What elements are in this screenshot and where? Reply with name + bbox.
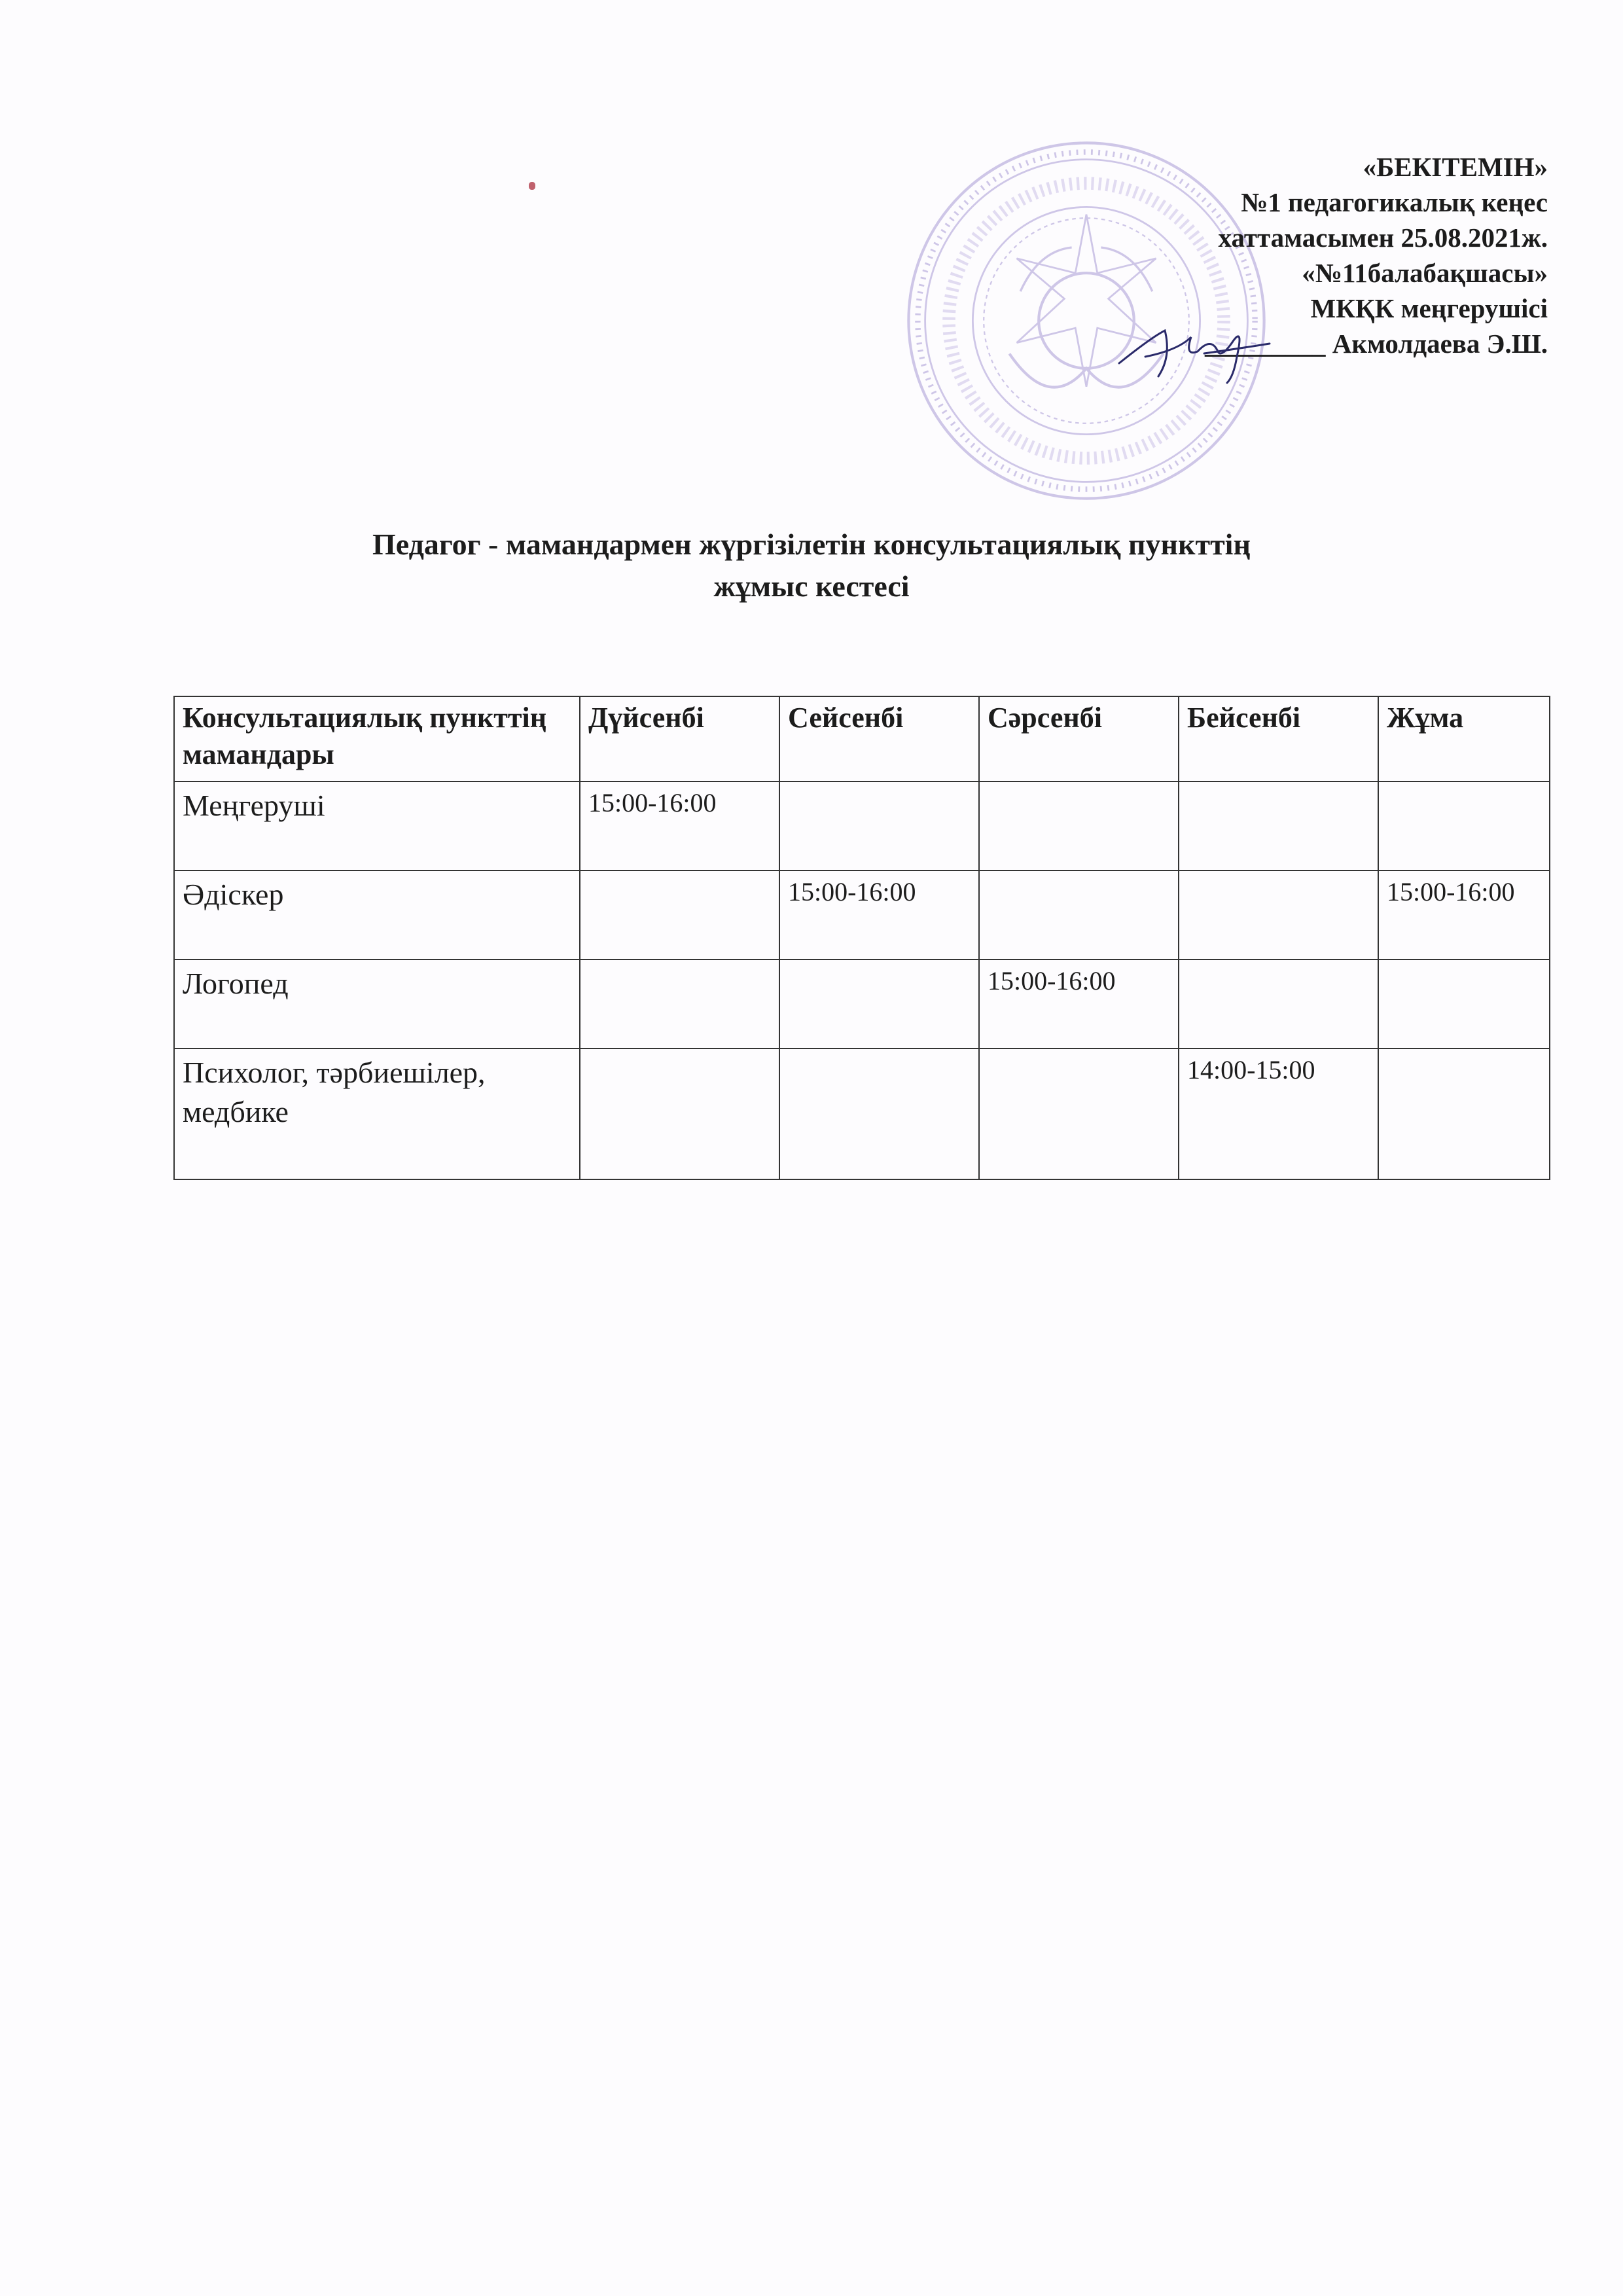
cell-tuesday	[779, 960, 979, 1049]
cell-friday	[1378, 960, 1550, 1049]
handwritten-signature	[1106, 311, 1276, 389]
header-wednesday: Сәрсенбі	[979, 696, 1179, 781]
cell-tuesday	[779, 1049, 979, 1179]
cell-tuesday: 15:00-16:00	[779, 870, 979, 960]
table-row	[174, 1049, 1550, 1179]
cell-friday: 15:00-16:00	[1378, 870, 1550, 960]
cell-monday	[580, 870, 779, 960]
approval-kindergarten: «№11балабақшасы»	[1302, 258, 1548, 288]
cell-monday	[580, 1049, 779, 1179]
cell-thursday	[1179, 960, 1378, 1049]
ink-speck	[529, 182, 535, 190]
cell-wednesday	[979, 1049, 1179, 1179]
document-title	[0, 524, 1623, 607]
title-line-2: жұмыс кестесі	[713, 569, 910, 603]
header-specialists: Консультациялық пункттің мамандары	[174, 696, 580, 781]
approval-protocol: №1 педагогикалық кеңес	[1241, 187, 1548, 217]
table-row	[174, 781, 1550, 870]
cell-monday	[580, 960, 779, 1049]
cell-wednesday	[979, 781, 1179, 870]
approval-position: МКҚК меңгерушісі	[1310, 293, 1548, 323]
cell-monday: 15:00-16:00	[580, 781, 779, 870]
table-row	[174, 960, 1550, 1049]
cell-thursday: 14:00-15:00	[1179, 1049, 1378, 1179]
approval-heading: «БЕКІТЕМІН»	[1363, 152, 1548, 182]
table-header-row	[174, 696, 1550, 781]
schedule-table	[173, 696, 1550, 1180]
cell-wednesday: 15:00-16:00	[979, 960, 1179, 1049]
header-thursday: Бейсенбі	[1179, 696, 1378, 781]
approval-signatory: _________ Акмолдаева Э.Ш.	[1205, 329, 1548, 359]
title-line-1: Педагог - мамандармен жүргізілетін консультациялық пункттің	[372, 528, 1251, 561]
approval-protocol-date: хаттамасымен 25.08.2021ж.	[1218, 223, 1548, 253]
cell-friday	[1378, 1049, 1550, 1179]
cell-friday	[1378, 781, 1550, 870]
cell-tuesday	[779, 781, 979, 870]
row-role: Психолог, тәрбиешілер, медбике	[174, 1049, 580, 1179]
cell-thursday	[1179, 870, 1378, 960]
header-friday: Жұма	[1378, 696, 1550, 781]
header-tuesday: Сейсенбі	[779, 696, 979, 781]
cell-wednesday	[979, 870, 1179, 960]
row-role: Әдіскер	[174, 870, 580, 960]
header-monday: Дүйсенбі	[580, 696, 779, 781]
table-row	[174, 870, 1550, 960]
row-role: Логопед	[174, 960, 580, 1049]
cell-thursday	[1179, 781, 1378, 870]
row-role: Меңгеруші	[174, 781, 580, 870]
